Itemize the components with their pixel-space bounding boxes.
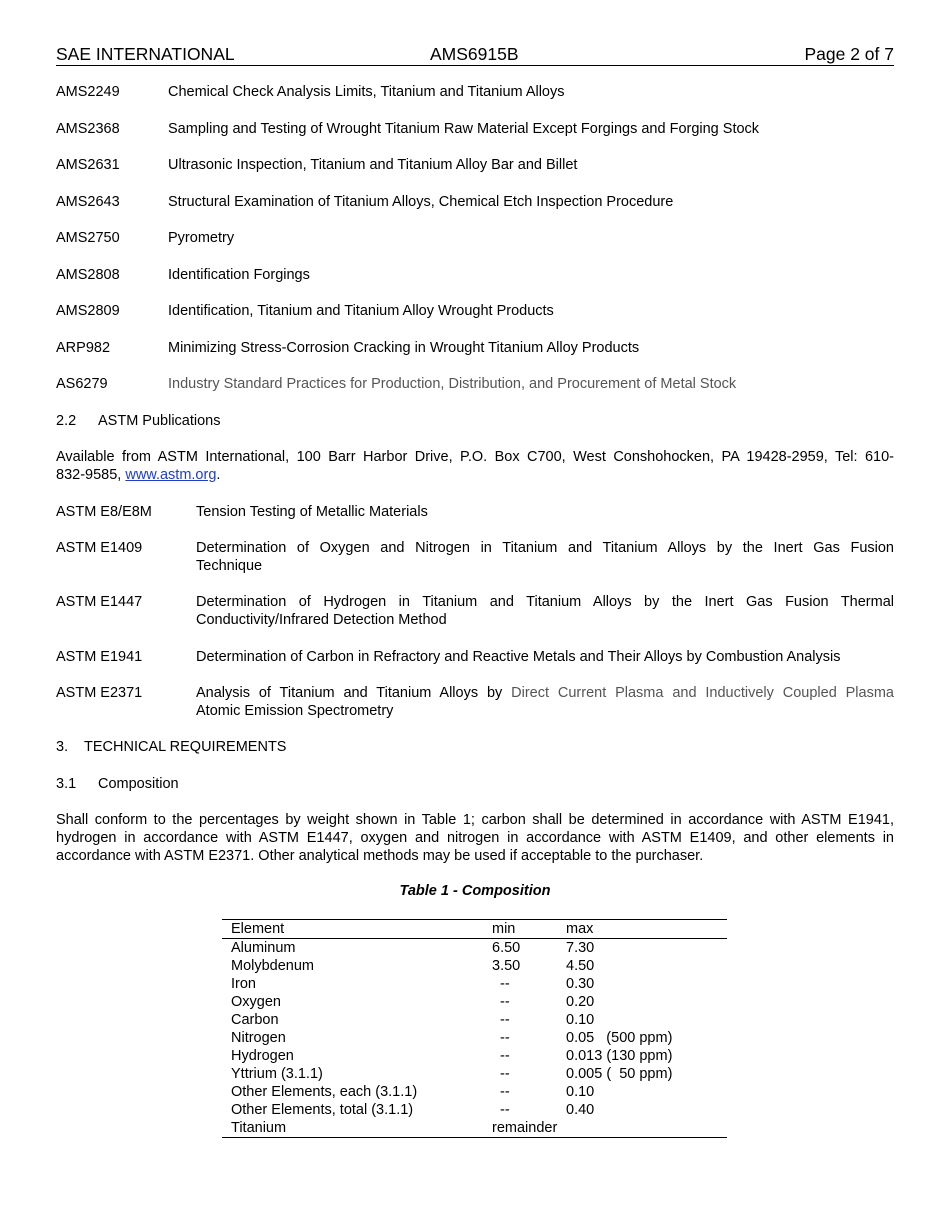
header-max: max: [566, 921, 594, 937]
astm-website-link[interactable]: www.astm.org: [125, 467, 217, 483]
cell-max: 0.10: [566, 1012, 595, 1028]
title-line: Atomic Emission Spectrometry: [196, 703, 394, 719]
reference-title: Ultrasonic Inspection, Titanium and Titanium Alloy Bar and Billet: [168, 157, 578, 173]
header-doc-number: AMS6915B: [430, 44, 519, 64]
section-heading-3: [56, 738, 286, 756]
cell-min: --: [500, 1048, 510, 1064]
reference-code: AMS2249: [56, 84, 120, 100]
paragraph-text: .: [216, 467, 221, 483]
reference-title: Pyrometry: [168, 230, 235, 246]
table-row: [222, 1029, 727, 1047]
title-line: Determination of Hydrogen in Titanium and Titanium Alloys by the Inert Gas Fusion Thermal: [196, 594, 894, 610]
cell-min: 6.50: [492, 940, 521, 956]
reference-code: ASTM E1409: [56, 540, 143, 556]
cell-element: Titanium: [231, 1120, 287, 1136]
table-row: [222, 1047, 727, 1065]
table-caption: Table 1 - Composition: [399, 883, 551, 899]
cell-max: 0.20: [566, 994, 595, 1010]
reference-title: Chemical Check Analysis Limits, Titanium and Titanium Alloys: [168, 84, 565, 100]
header-page-number: Page 2 of 7: [804, 44, 894, 64]
section-heading-3-1: [56, 775, 179, 793]
cell-element: Nitrogen: [231, 1030, 286, 1046]
reference-title: Sampling and Testing of Wrought Titanium Raw Material Except Forgings and Forging Stock: [168, 121, 760, 137]
table-row: [222, 1119, 727, 1137]
cell-element: Other Elements, each (3.1.1): [231, 1084, 418, 1100]
section-number: 3.: [56, 739, 69, 755]
cell-element: Molybdenum: [231, 958, 315, 974]
cell-min: --: [500, 1030, 510, 1046]
reference-title: Identification, Titanium and Titanium Alloy Wrought Products: [168, 303, 554, 319]
cell-max: 0.005 ( 50 ppm): [566, 1066, 673, 1082]
cell-element: Carbon: [231, 1012, 279, 1028]
cell-min: --: [500, 1084, 510, 1100]
cell-max: 0.013 (130 ppm): [566, 1048, 673, 1064]
paragraph-line: [56, 466, 894, 484]
reference-title: [196, 539, 894, 575]
cell-max: 0.40: [566, 1102, 595, 1118]
section-number: 2.2: [56, 413, 77, 429]
reference-title: [196, 684, 894, 720]
cell-min: remainder: [492, 1120, 558, 1136]
reference-code: AMS2631: [56, 157, 120, 173]
cell-min: 3.50: [492, 958, 521, 974]
cell-element: Hydrogen: [231, 1048, 294, 1064]
table-row: [222, 957, 727, 975]
cell-element: Oxygen: [231, 994, 281, 1010]
cell-max: 4.50: [566, 958, 595, 974]
title-line: Conductivity/Infrared Detection Method: [196, 612, 447, 628]
reference-title: Tension Testing of Metallic Materials: [196, 504, 428, 520]
reference-title: [196, 593, 894, 629]
cell-max: 7.30: [566, 940, 595, 956]
reference-code: AMS2643: [56, 194, 120, 210]
title-text: Direct Current Plasma and Inductively Coupled Plasma: [511, 685, 894, 701]
section-title: ASTM Publications: [98, 413, 221, 429]
reference-code: AMS2808: [56, 267, 120, 283]
paragraph-line: hydrogen in accordance with ASTM E1447, oxygen and nitrogen in accordance with ASTM E1409, and other elements in: [56, 830, 894, 846]
reference-code: AMS2750: [56, 230, 120, 246]
title-text: Analysis of Titanium and Titanium Alloys by: [196, 685, 512, 701]
page-header: [56, 43, 894, 66]
paragraph-line: Available from ASTM International, 100 Barr Harbor Drive, P.O. Box C700, West Conshohocken, PA 19428-2959, Tel: 610-: [56, 449, 894, 465]
composition-table: [222, 919, 727, 1138]
cell-max: 0.10: [566, 1084, 595, 1100]
table-header-row: [222, 920, 727, 939]
cell-min: --: [500, 1102, 510, 1118]
reference-code: ASTM E1447: [56, 594, 143, 610]
table-row: [222, 1011, 727, 1029]
header-element: Element: [231, 921, 285, 937]
paragraph-line: accordance with ASTM E2371. Other analytical methods may be used if acceptable to the purchaser.: [56, 848, 704, 864]
section-number: 3.1: [56, 776, 77, 792]
reference-code: ASTM E2371: [56, 685, 143, 701]
reference-code: ASTM E1941: [56, 649, 143, 665]
section-title: Composition: [98, 776, 179, 792]
table-row: [222, 939, 727, 957]
title-line: Technique: [196, 558, 263, 574]
paragraph-line: Shall conform to the percentages by weight shown in Table 1; carbon shall be determined in accordance with ASTM E1941,: [56, 812, 894, 828]
cell-min: --: [500, 1066, 510, 1082]
paragraph-text: 832-9585,: [56, 467, 126, 483]
cell-min: --: [500, 1012, 510, 1028]
title-line: [196, 684, 894, 702]
cell-min: --: [500, 976, 510, 992]
reference-code: ARP982: [56, 340, 111, 356]
reference-code: AMS2809: [56, 303, 120, 319]
header-min: min: [492, 921, 516, 937]
section-title: TECHNICAL REQUIREMENTS: [84, 739, 287, 755]
reference-code: AMS2368: [56, 121, 120, 137]
reference-title: Identification Forgings: [168, 267, 310, 283]
table-row: [222, 1083, 727, 1101]
header-org: SAE INTERNATIONAL: [56, 44, 235, 64]
cell-element: Iron: [231, 976, 256, 992]
astm-availability-paragraph: [56, 448, 894, 484]
cell-max: 0.30: [566, 976, 595, 992]
table-row: [222, 993, 727, 1011]
table-row: [222, 975, 727, 993]
cell-element: Yttrium (3.1.1): [231, 1066, 323, 1082]
reference-title: Minimizing Stress-Corrosion Cracking in Wrought Titanium Alloy Products: [168, 340, 640, 356]
reference-code: ASTM E8/E8M: [56, 504, 152, 520]
table-row: [222, 1101, 727, 1119]
composition-paragraph: [56, 811, 894, 865]
reference-title: Industry Standard Practices for Production, Distribution, and Procurement of Metal Stock: [168, 376, 737, 392]
cell-element: Other Elements, total (3.1.1): [231, 1102, 414, 1118]
reference-title: Determination of Carbon in Refractory and Reactive Metals and Their Alloys by Combustion Analysis: [196, 649, 841, 665]
cell-min: --: [500, 994, 510, 1010]
cell-max: 0.05 (500 ppm): [566, 1030, 673, 1046]
reference-code: AS6279: [56, 376, 108, 392]
cell-element: Aluminum: [231, 940, 296, 956]
reference-title: Structural Examination of Titanium Alloys, Chemical Etch Inspection Procedure: [168, 194, 674, 210]
table-row: [222, 1065, 727, 1083]
title-line: Determination of Oxygen and Nitrogen in Titanium and Titanium Alloys by the Inert Gas Fusion: [196, 540, 894, 556]
section-heading-2-2: [56, 412, 221, 430]
